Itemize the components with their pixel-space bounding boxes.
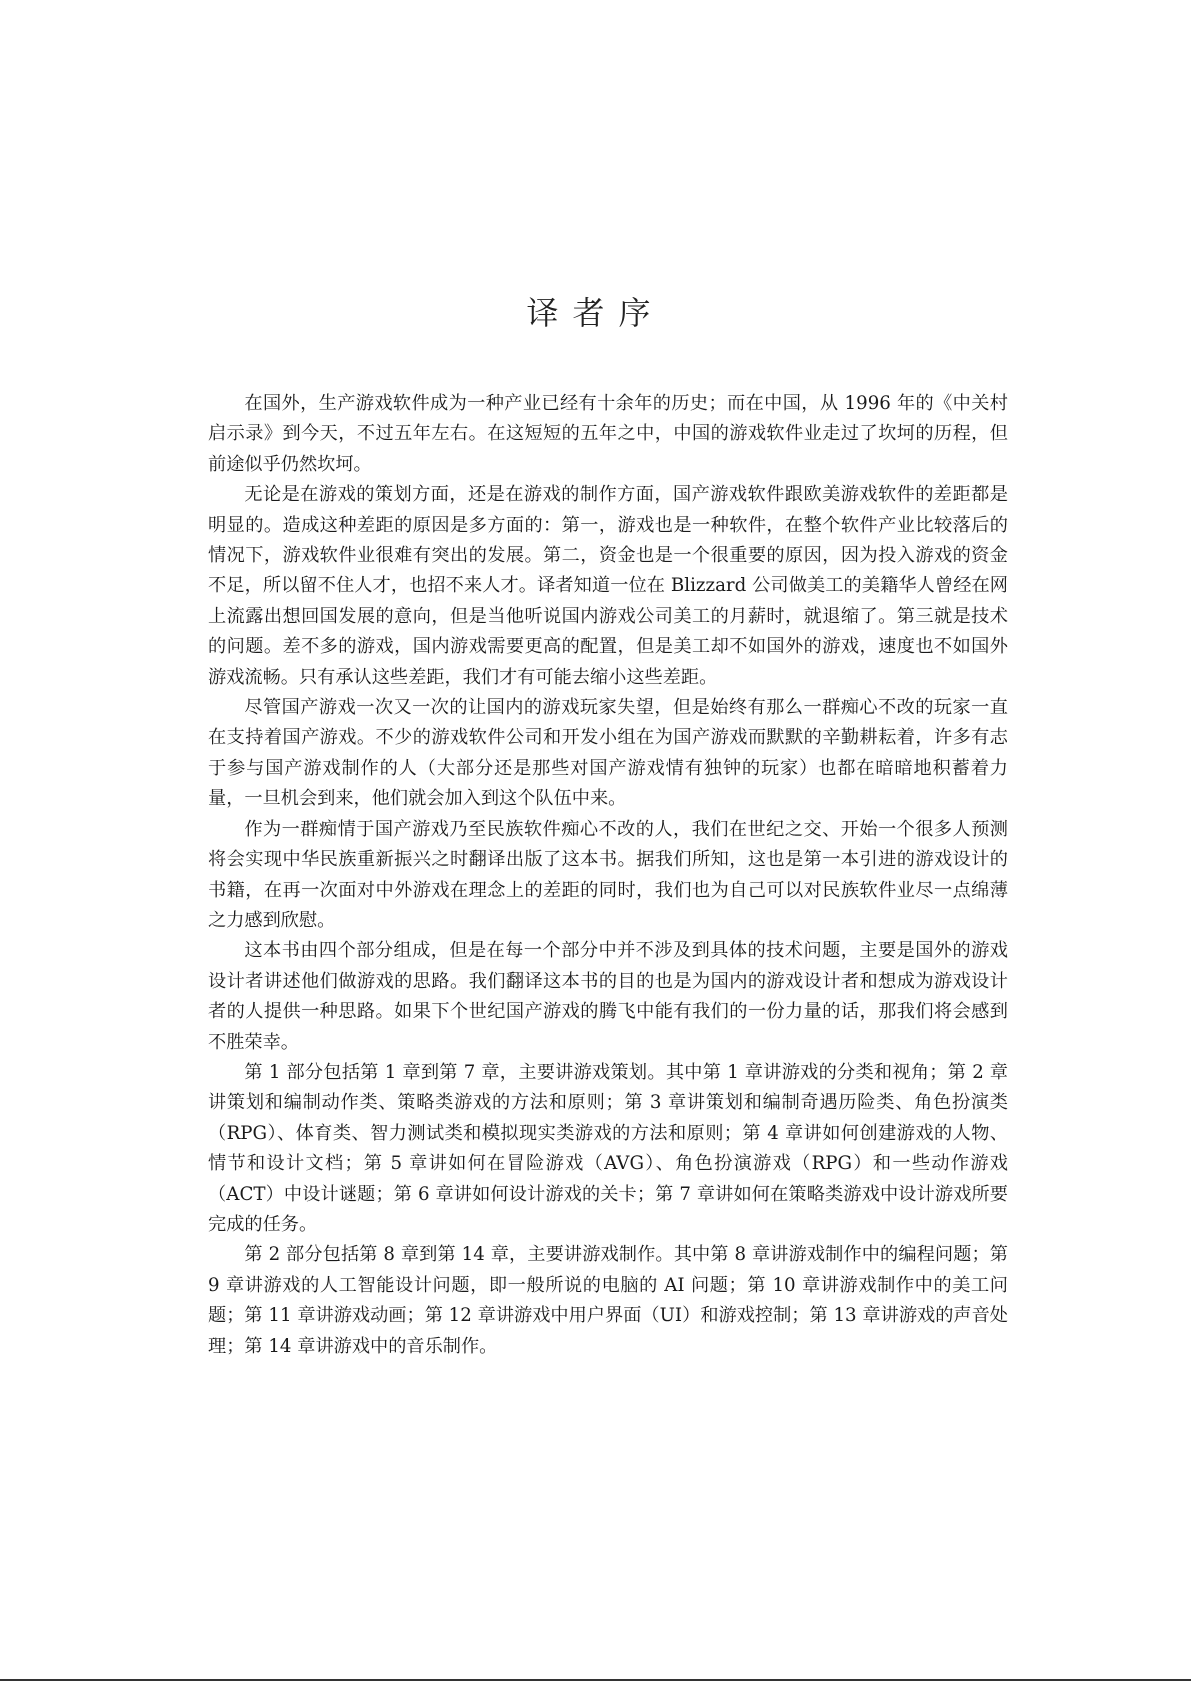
- paragraph: 这本书由四个部分组成，但是在每一个部分中并不涉及到具体的技术问题，主要是国外的游戏设计者讲述他们做游戏的思路。我们翻译这本书的目的也是为国内的游戏设计者和想成为游戏设计者的人提供一种思路。如果下个世纪国产游戏的腾飞中能有我们的一份力量的话，那我们将会感到不胜荣幸。: [208, 940, 1008, 1053]
- page-title: 译者序: [526, 294, 665, 332]
- paragraph: 第 1 部分包括第 1 章到第 7 章，主要讲游戏策划。其中第 1 章讲游戏的分类和视角；第 2 章讲策划和编制动作类、策略类游戏的方法和原则；第 3 章讲策划和编制奇遇历险类、角色扮演类（RPG）、体育类、智力测试类和模拟现实类游戏的方法和原则；第 4 章讲如何创建游戏的人物、情节和设计文档；第 5 章讲如何在冒险游戏（AVG）、角色扮演游戏（RPG）和一些动作游戏（ACT）中设计谜题；第 6 章讲如何设计游戏的关卡；第 7 章讲如何在策略类游戏中设计游戏所要完成的任务。: [208, 1061, 1008, 1235]
- paragraph: 尽管国产游戏一次又一次的让国内的游戏玩家失望，但是始终有那么一群痴心不改的玩家一直在支持着国产游戏。不少的游戏软件公司和开发小组在为国产游戏而默默的辛勤耕耘着，许多有志于参与国产游戏制作的人（大部分还是那些对国产游戏情有独钟的玩家）也都在暗暗地积蓄着力量，一旦机会到来，他们就会加入到这个队伍中来。: [208, 697, 1008, 810]
- paragraph: 无论是在游戏的策划方面，还是在游戏的制作方面，国产游戏软件跟欧美游戏软件的差距都是明显的。造成这种差距的原因是多方面的：第一，游戏也是一种软件，在整个软件产业比较落后的情况下，游戏软件业很难有突出的发展。第二，资金也是一个很重要的原因，因为投入游戏的资金不足，所以留不住人才，也招不来人才。译者知道一位在 Blizzard 公司做美工的美籍华人曾经在网上流露出想回国发展的意向，但是当他听说国内游戏公司美工的月薪时，就退缩了。第三就是技术的问题。差不多的游戏，国内游戏需要更高的配置，但是美工却不如国外的游戏，速度也不如国外游戏流畅。只有承认这些差距，我们才有可能去缩小这些差距。: [208, 484, 1008, 688]
- paragraph: 在国外，生产游戏软件成为一种产业已经有十余年的历史；而在中国，从 1996 年的《中关村启示录》到今天，不过五年左右。在这短短的五年之中，中国的游戏软件业走过了坎坷的历程，但前途似乎仍然坎坷。: [208, 393, 1008, 475]
- body-text: [208, 389, 1008, 1362]
- paragraph: 作为一群痴情于国产游戏乃至民族软件痴心不改的人，我们在世纪之交、开始一个很多人预测将会实现中华民族重新振兴之时翻译出版了这本书。据我们所知，这也是第一本引进的游戏设计的书籍，在再一次面对中外游戏在理念上的差距的同时，我们也为自己可以对民族软件业尽一点绵薄之力感到欣慰。: [208, 818, 1008, 931]
- paragraph: 第 2 部分包括第 8 章到第 14 章，主要讲游戏制作。其中第 8 章讲游戏制作中的编程问题；第 9 章讲游戏的人工智能设计问题，即一般所说的电脑的 AI 问题；第 10 章讲游戏制作中的美工问题；第 11 章讲游戏动画；第 12 章讲游戏中用户界面（UI）和游戏控制；第 13 章讲游戏的声音处理；第 14 章讲游戏中的音乐制作。: [208, 1244, 1008, 1357]
- page-bottom-rule: [0, 1679, 1191, 1681]
